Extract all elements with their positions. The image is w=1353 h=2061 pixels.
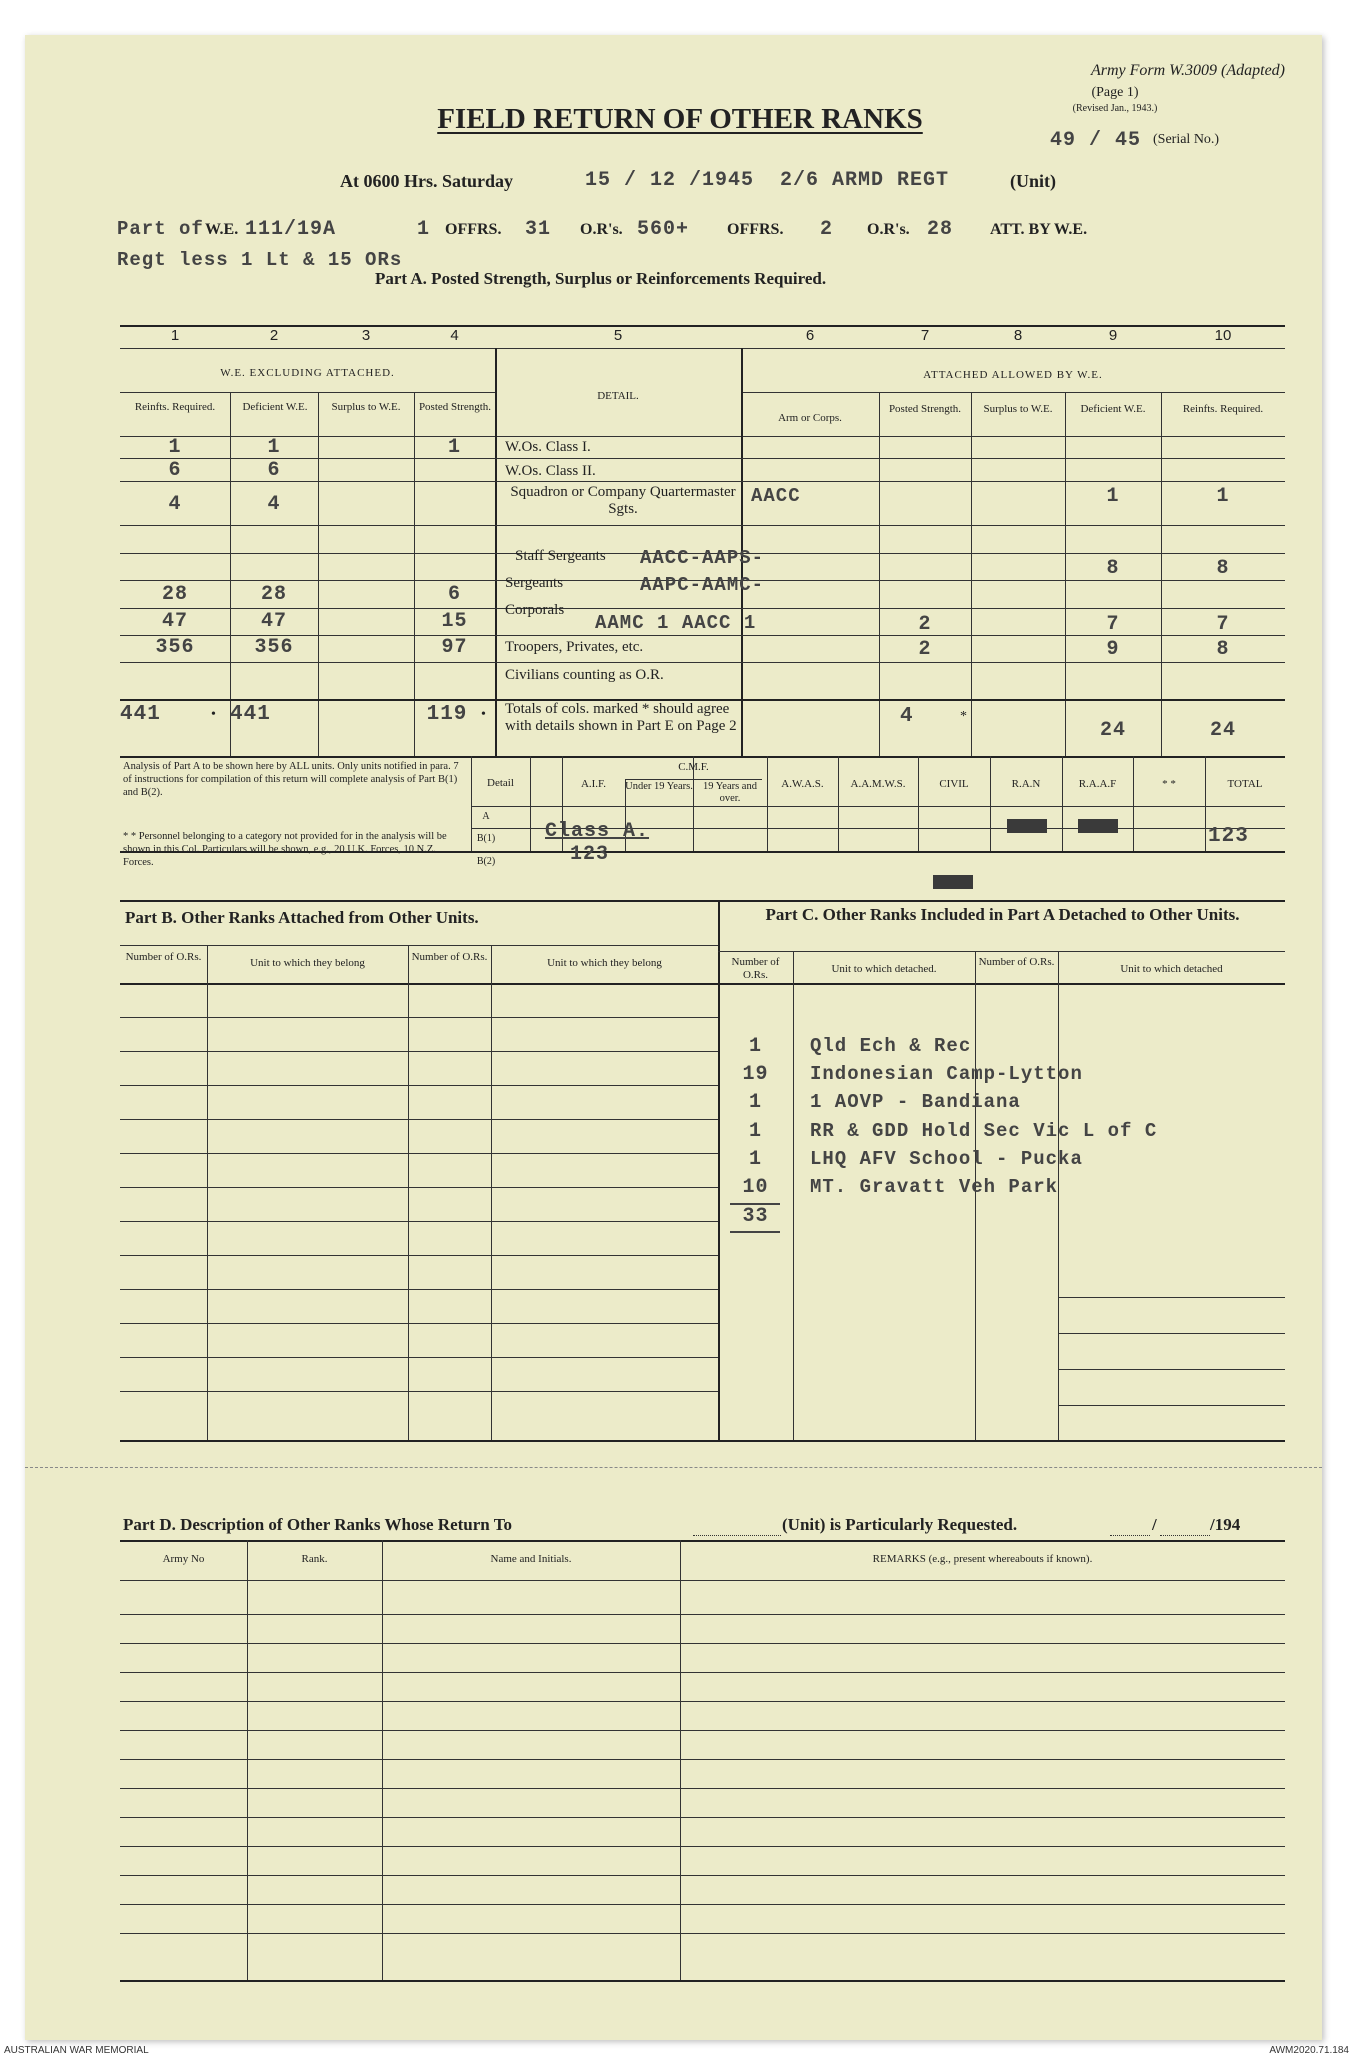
part-bc-bottom-rule xyxy=(120,1440,1285,1442)
r1-c10: 1 xyxy=(1216,485,1230,508)
analysis-detail-label: Detail xyxy=(487,777,514,789)
r4-c1: 28 xyxy=(161,583,188,606)
row-rule xyxy=(1058,1297,1285,1298)
analysis-note: Analysis of Part A to be shown here by ALL units. Only units notified in para. 7 of instructions for compilation of this return will complete analysis of Part B(1) and B(2). xyxy=(123,761,459,798)
pb-hdr-unit-2: Unit to which they belong xyxy=(547,957,662,969)
col-num-4: 4 xyxy=(450,327,459,344)
row-rule xyxy=(120,1119,718,1120)
hdr-posted-strength: Posted Strength. xyxy=(418,401,492,413)
col-num-2: 2 xyxy=(269,327,279,344)
vline xyxy=(879,392,880,757)
r2-c1: 4 xyxy=(168,493,182,516)
pc-hdr-number-2: Number of O.Rs. xyxy=(978,956,1055,968)
part-c-rule xyxy=(718,951,1285,952)
r1-c9: 1 xyxy=(1106,485,1120,508)
we-label-part: Part of xyxy=(117,218,204,240)
vline xyxy=(1058,951,1059,1440)
redaction-bar xyxy=(1007,819,1047,833)
total-double-underline xyxy=(730,1231,780,1233)
col-civil: CIVIL xyxy=(939,778,969,790)
page-number: (Page 1) xyxy=(1091,85,1139,100)
hdr-att-posted: Posted Strength. xyxy=(888,403,962,415)
part-d-title-4: /194 xyxy=(1210,1515,1241,1534)
row-rule xyxy=(1058,1369,1285,1370)
r2-detail: Squadron or Company Quartermaster Sgts. xyxy=(510,484,736,517)
col-aamws: A.A.M.W.S. xyxy=(850,778,906,790)
group-left-rule xyxy=(120,392,495,393)
pb-hdr-number-2: Number of O.Rs. xyxy=(411,951,488,963)
row-rule xyxy=(120,1846,1285,1847)
row-rule xyxy=(120,1153,718,1154)
part-bc-top-rule xyxy=(120,900,1285,902)
class-a-value: 123 xyxy=(570,843,610,866)
pd-hdr-name: Name and Initials. xyxy=(490,1553,572,1565)
r6-c9: 9 xyxy=(1106,638,1120,661)
row-rule xyxy=(120,1391,718,1392)
unit-label: (Unit) xyxy=(1010,171,1056,191)
pc-row-6-number: 10 xyxy=(742,1176,769,1199)
r4-c4: 6 xyxy=(447,583,461,606)
vline xyxy=(1205,756,1206,851)
col-number-rule xyxy=(120,348,1285,349)
r5-c10: 7 xyxy=(1216,613,1230,636)
hdr-arm-corps: Arm or Corps. xyxy=(778,412,842,424)
total-c1: 441 xyxy=(120,703,161,726)
vline xyxy=(1133,756,1134,851)
we-value: 111/19A xyxy=(245,218,337,241)
hdr-reinfts-required: Reinfts. Required. xyxy=(134,401,216,413)
r4-c6: AAPC-AAMC- xyxy=(640,574,765,596)
form-id: Army Form W.3009 (Adapted) xyxy=(1090,62,1285,79)
r5-c2: 47 xyxy=(260,610,287,633)
r6-c10: 8 xyxy=(1216,638,1230,661)
col-aif: A.I.F. xyxy=(580,778,607,790)
row-rule xyxy=(120,662,1285,663)
row-rule xyxy=(120,1085,718,1086)
pc-row-5-unit: LHQ AFV School - Pucka xyxy=(810,1148,1083,1170)
r5-c4: 15 xyxy=(441,610,468,633)
r0-c4: 1 xyxy=(447,436,461,459)
redaction-bar xyxy=(1078,819,1118,833)
row-rule xyxy=(120,1788,1285,1789)
footer-left: AUSTRALIAN WAR MEMORIAL xyxy=(4,2045,149,2056)
col-num-9: 9 xyxy=(1108,327,1118,344)
part-d-header-rule xyxy=(120,1580,1285,1581)
col-raaf: R.A.A.F xyxy=(1078,778,1117,790)
ors-c: 28 xyxy=(927,218,954,241)
row-rule xyxy=(120,1817,1285,1818)
pc-row-1-unit: Qld Ech & Rec xyxy=(810,1035,972,1057)
part-d-bottom-rule xyxy=(120,1980,1285,1982)
ors-a: 31 xyxy=(525,218,552,241)
vline xyxy=(408,945,409,1440)
col-cmf-under19: Under 19 Years. xyxy=(625,781,693,792)
total-c2: 441 xyxy=(230,703,271,726)
pc-row-2-number: 19 xyxy=(742,1063,769,1086)
r3-c6: AACC-AAPS- xyxy=(640,547,765,569)
ors-b: 560+ xyxy=(637,218,690,241)
r5-c7: 2 xyxy=(918,613,932,636)
r5-c1: 47 xyxy=(161,610,188,633)
part-bc-header-rule xyxy=(120,983,1285,985)
hdr-att-surplus: Surplus to W.E. xyxy=(983,403,1053,415)
ors-label-2: O.R's. xyxy=(867,221,910,238)
row-rule xyxy=(120,608,1285,609)
pd-hdr-army-no: Army No xyxy=(162,1553,205,1565)
part-d-title: Part D. Description of Other Ranks Whose Return To xyxy=(123,1515,512,1534)
row-rule xyxy=(120,1255,718,1256)
analysis-note-2: * * Personnel belonging to a category not provided for in the analysis will be shown in this Col. Particulars will be shown, e.g., 20 U.K. Forces, 10 N.Z. Forces. xyxy=(123,831,447,868)
cmf-rule xyxy=(625,779,762,780)
hdr-deficient-we: Deficient W.E. xyxy=(242,401,308,413)
r0-c2: 1 xyxy=(267,436,281,459)
r5-c6: AAMC 1 AACC 1 xyxy=(595,612,757,634)
part-d-date-blank-2 xyxy=(1160,1535,1210,1536)
vline xyxy=(382,1540,383,1980)
row-rule xyxy=(120,756,1285,758)
row-rule xyxy=(120,1672,1285,1673)
vline xyxy=(680,1540,681,1980)
offrs-a: 1 xyxy=(417,218,431,241)
redaction-bar xyxy=(933,875,973,889)
row-label-b2: B(2) xyxy=(476,856,496,867)
row-rule xyxy=(120,1017,718,1018)
group-right-label: ATTACHED ALLOWED BY W.E. xyxy=(923,369,1103,381)
r6-detail: Troopers, Privates, etc. xyxy=(505,639,644,655)
vline xyxy=(318,392,319,757)
row-rule xyxy=(120,1643,1285,1644)
r6-c4: 97 xyxy=(441,636,468,659)
part-d-unit-blank xyxy=(693,1535,781,1536)
col-total: TOTAL xyxy=(1227,778,1263,790)
pd-hdr-rank: Rank. xyxy=(301,1553,328,1565)
revised-date: (Revised Jan., 1943.) xyxy=(1072,103,1158,114)
row-rule xyxy=(120,1323,718,1324)
vline xyxy=(767,756,768,851)
row-rule xyxy=(120,1187,718,1188)
total-a: 123 xyxy=(1208,825,1249,848)
r1-detail: W.Os. Class II. xyxy=(505,463,596,479)
vline xyxy=(971,392,972,757)
hdr-att-deficient: Deficient W.E. xyxy=(1080,403,1146,415)
pc-row-5-number: 1 xyxy=(748,1148,762,1171)
col-cmf-19plus: 19 Years and over. xyxy=(703,781,757,804)
row-rule xyxy=(120,1051,718,1052)
vline xyxy=(838,756,839,851)
pc-row-3-number: 1 xyxy=(748,1091,762,1114)
row-rule xyxy=(120,1221,718,1222)
page-title: FIELD RETURN OF OTHER RANKS xyxy=(437,103,923,135)
hdr-att-reinfts: Reinfts. Required. xyxy=(1182,403,1264,415)
pb-hdr-unit: Unit to which they belong xyxy=(250,957,365,969)
part-d-title-2: (Unit) is Particularly Requested. xyxy=(782,1515,1018,1534)
pc-row-3-unit: 1 AOVP - Bandiana xyxy=(810,1091,1021,1113)
total-c10: 24 xyxy=(1209,719,1236,742)
r6-c7: 2 xyxy=(918,638,932,661)
col-num-1: 1 xyxy=(170,327,180,344)
vline xyxy=(918,756,919,851)
r4-detail: Sergeants xyxy=(505,575,564,591)
pc-row-2-unit: Indonesian Camp-Lytton xyxy=(810,1063,1083,1085)
regt-note: Regt less 1 Lt & 15 ORs xyxy=(117,249,403,271)
col-num-7: 7 xyxy=(920,327,930,344)
pc-total: 33 xyxy=(742,1205,769,1228)
r5-detail: Corporals xyxy=(505,602,565,618)
pd-hdr-remarks: REMARKS (e.g., present whereabouts if known). xyxy=(872,1553,1093,1565)
serial-label: (Serial No.) xyxy=(1153,132,1220,147)
total-c4: 119 xyxy=(426,703,468,726)
r1-c1: 6 xyxy=(168,459,182,482)
r2-c2: 4 xyxy=(267,493,281,516)
hdr-surplus-we: Surplus to W.E. xyxy=(331,401,401,413)
vline xyxy=(207,945,208,1440)
row-rule xyxy=(120,1933,1285,1934)
r0-c1: 1 xyxy=(168,436,182,459)
row-rule xyxy=(120,1614,1285,1615)
col-other: * * xyxy=(1162,778,1176,790)
analysis-bottom-rule xyxy=(120,851,1285,853)
r3-c10: 8 xyxy=(1216,557,1230,580)
row-rule xyxy=(120,1357,718,1358)
r1-c2: 6 xyxy=(267,459,281,482)
part-b-title: Part B. Other Ranks Attached from Other Units. xyxy=(125,908,479,927)
group-left-label: W.E. EXCLUDING ATTACHED. xyxy=(220,367,395,379)
part-c-title: Part C. Other Ranks Included in Part A Detached to Other Units. xyxy=(765,905,1240,924)
return-date: 15 / 12 /1945 xyxy=(585,169,755,192)
total-c4-mark: • xyxy=(481,707,486,722)
col-num-6: 6 xyxy=(805,327,815,344)
row-label-b1: B(1) xyxy=(476,833,496,844)
serial-number: 49 / 45 xyxy=(1050,129,1142,152)
col-num-10: 10 xyxy=(1214,327,1232,344)
pc-row-4-number: 1 xyxy=(748,1120,762,1143)
ors-label: O.R's. xyxy=(580,221,623,238)
r6-c2: 356 xyxy=(254,636,294,659)
row-rule xyxy=(120,1701,1285,1702)
part-d-title-3: / xyxy=(1152,1515,1157,1534)
pb-hdr-number: Number of O.Rs. xyxy=(125,951,202,963)
pc-hdr-unit-2: Unit to which detached xyxy=(1120,963,1223,975)
part-d-date-blank xyxy=(1110,1535,1150,1536)
group-right-rule xyxy=(741,392,1285,393)
col-ran: R.A.N xyxy=(1011,778,1041,790)
vline xyxy=(1062,756,1063,851)
vline xyxy=(793,951,794,1440)
r3-detail: Staff Sergeants xyxy=(515,548,606,564)
row-rule xyxy=(120,1759,1285,1760)
vline xyxy=(990,756,991,851)
vline xyxy=(530,756,531,851)
r0-detail: W.Os. Class I. xyxy=(505,439,591,455)
vline xyxy=(247,1540,248,1980)
pc-hdr-unit: Unit to which detached. xyxy=(831,963,937,975)
hdr-detail: DETAIL. xyxy=(597,390,639,402)
part-a-title: Part A. Posted Strength, Surplus or Reinforcements Required. xyxy=(375,269,827,288)
col-awas: A.W.A.S. xyxy=(781,778,824,790)
r4-c2: 28 xyxy=(260,583,287,606)
time-label: At 0600 Hrs. Saturday xyxy=(340,171,514,191)
r5-c9: 7 xyxy=(1106,613,1120,636)
row-rule xyxy=(120,1875,1285,1876)
col-cmf: C.M.F. xyxy=(678,761,709,773)
vline xyxy=(491,945,492,1440)
total-c7: 4 xyxy=(900,705,914,728)
class-a-text: Class A. xyxy=(545,820,650,843)
part-b-rule xyxy=(120,945,718,946)
pc-row-4-unit: RR & GDD Hold Sec Vic L of C xyxy=(810,1120,1158,1142)
col-num-5: 5 xyxy=(613,327,623,344)
offrs-label-2: OFFRS. xyxy=(727,221,784,238)
row-rule xyxy=(120,525,1285,526)
perforation-line xyxy=(25,1467,1322,1468)
total-c1-mark: • xyxy=(211,707,216,722)
part-d-top-rule xyxy=(120,1540,1285,1542)
row-rule xyxy=(1058,1333,1285,1334)
total-c9: 24 xyxy=(1099,719,1126,742)
r6-c1: 356 xyxy=(155,636,195,659)
we-label: W.E. xyxy=(205,221,239,238)
r7-detail: Civilians counting as O.R. xyxy=(505,667,664,683)
row-rule xyxy=(120,1730,1285,1731)
r3-c9: 8 xyxy=(1106,557,1120,580)
analysis-rule xyxy=(471,806,1285,807)
r1-c6: AACC xyxy=(751,485,801,507)
att-label: ATT. BY W.E. xyxy=(990,221,1088,238)
col-num-3: 3 xyxy=(361,327,371,344)
unit-name: 2/6 ARMD REGT xyxy=(780,169,950,192)
pc-row-1-number: 1 xyxy=(748,1035,762,1058)
row-rule xyxy=(120,1289,718,1290)
row-label-a: A xyxy=(482,811,490,822)
footer-right: AWM2020.71.184 xyxy=(1269,2045,1349,2056)
row-rule xyxy=(120,1904,1285,1905)
total-c7-mark: * xyxy=(960,709,967,724)
pc-hdr-number: Number of O.Rs. xyxy=(731,956,780,981)
form-sheet xyxy=(25,35,1322,2040)
row-rule xyxy=(1058,1405,1285,1406)
offrs-b: 2 xyxy=(820,218,834,241)
pc-row-6-unit: MT. Gravatt Veh Park xyxy=(810,1176,1059,1198)
offrs-label: OFFRS. xyxy=(445,221,502,238)
totals-detail: Totals of cols. marked * should agree with details shown in Part E on Page 2 xyxy=(505,701,737,734)
col-num-8: 8 xyxy=(1013,327,1023,344)
